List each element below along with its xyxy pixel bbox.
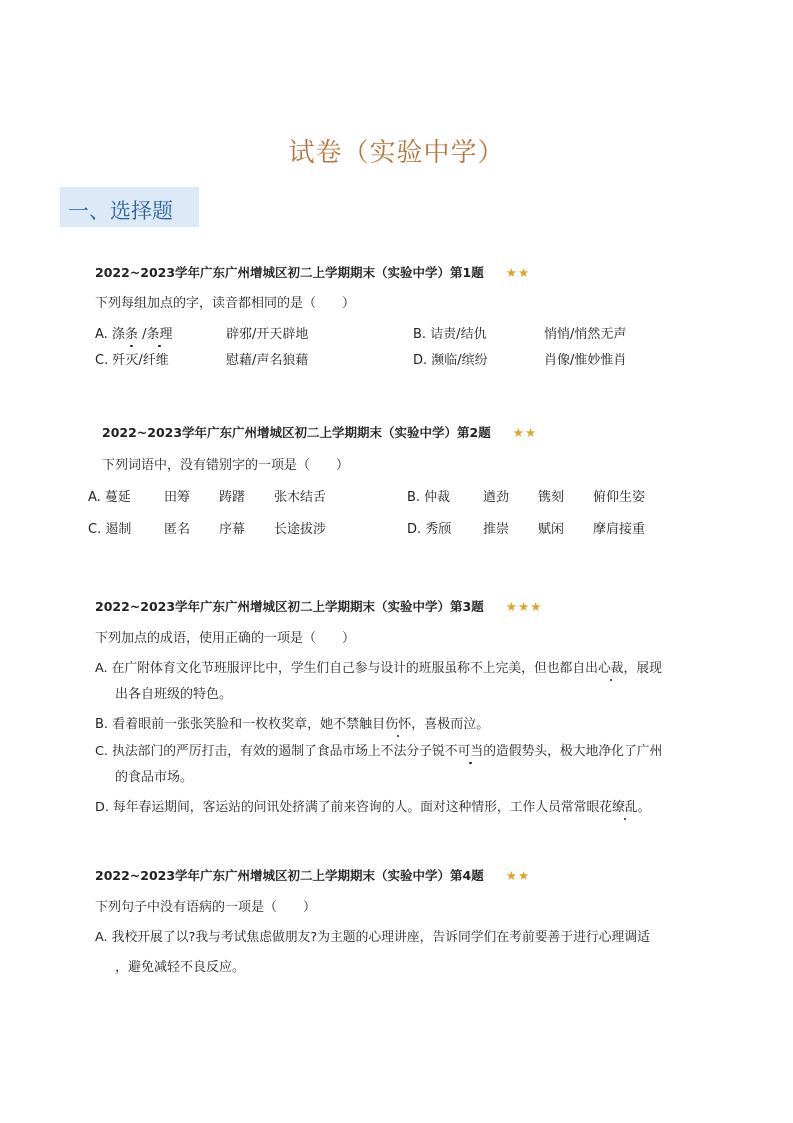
question-2-option-d-word-3: 赋闲 — [538, 522, 565, 537]
question-1-option-b-right: 悄悄/悄然无声 — [544, 327, 627, 342]
page-title: 试卷（实验中学） — [288, 138, 505, 168]
question-2-option-a-word-2: 田筹 — [164, 490, 191, 505]
question-2-header — [102, 423, 537, 441]
question-2-option-c-word-3: 序幕 — [219, 522, 246, 537]
question-2-option-d: D. 秀颀 — [407, 522, 452, 537]
question-4-option-a: A. 我校开展了以?我与考试焦虑做朋友?为主题的心理讲座，告诉同学们在考前要善于进行心理调适 — [95, 930, 650, 945]
question-2-stars: ★★ — [512, 425, 538, 440]
question-3-stars: ★★★ — [505, 599, 543, 614]
question-3-source: 2022~2023学年广东广州增城区初二上学期期末（实验中学）第3题 — [95, 599, 484, 614]
question-2-option-c-word-4: 长途拔涉 — [274, 522, 327, 537]
question-1-header — [95, 263, 530, 281]
question-1-stars: ★★ — [505, 265, 531, 280]
question-2-stem: 下列词语中，没有错别字的一项是（ ） — [102, 458, 350, 473]
question-2-option-d-word-2: 推崇 — [483, 522, 510, 537]
question-4-stem: 下列句子中没有语病的一项是（ ） — [95, 900, 317, 915]
question-2-option-a-word-4: 张木结舌 — [274, 490, 327, 505]
question-1-stem: 下列每组加点的字，读音都相同的是（ ） — [95, 296, 356, 311]
question-3-option-a-cont: 出各自班级的特色。 — [115, 687, 233, 702]
question-2-option-b-word-2: 遒劲 — [483, 490, 510, 505]
question-3-option-c-cont: 的食品市场。 — [115, 770, 194, 785]
question-3-option-b: B. 看着眼前一张张笑脸和一枚枚奖章，她不禁触目伤怀，喜极而泣。 — [95, 717, 490, 732]
section-header — [60, 187, 199, 227]
question-1-option-b-left: B. 诘责/结仇 — [413, 327, 487, 342]
question-3-header — [95, 597, 542, 615]
question-2-option-d-word-4: 摩肩接重 — [593, 522, 646, 537]
question-3-option-c: C. 执法部门的严厉打击，有效的遏制了食品市场上不法分子锐不可当的造假势头，极大地净化了广州 — [95, 744, 663, 759]
question-2-source: 2022~2023学年广东广州增城区初二上学期期末（实验中学）第2题 — [102, 425, 491, 440]
question-2-option-a-word-3: 踌躇 — [219, 490, 246, 505]
question-1-option-a-right: 辟邪/开天辟地 — [226, 327, 309, 342]
question-2-option-c: C. 遏制 — [88, 522, 132, 537]
question-1-option-c-left: C. 歼灭/纤维 — [95, 353, 169, 368]
question-3-option-d: D. 每年春运期间，客运站的问讯处挤满了前来咨询的人。面对这种情形，工作人员常常眼花缭乱。 — [95, 800, 651, 815]
question-3-option-a: A. 在广附体育文化节班服评比中，学生们自己参与设计的班服虽称不上完美，但也都自出心裁，展现 — [95, 661, 662, 676]
question-2-option-b-word-4: 俯仰生姿 — [593, 490, 646, 505]
question-1-option-d-right: 肖像/惟妙惟肖 — [544, 353, 627, 368]
question-2-option-c-word-2: 匿名 — [164, 522, 191, 537]
question-3-stem: 下列加点的成语，使用正确的一项是（ ） — [95, 631, 356, 646]
question-4-header — [95, 866, 530, 884]
question-1-option-d-left: D. 濒临/缤纷 — [413, 353, 488, 368]
question-2-option-b-word-3: 镌刻 — [538, 490, 565, 505]
question-2-option-b: B. 仲裁 — [407, 490, 451, 505]
question-1-source: 2022~2023学年广东广州增城区初二上学期期末（实验中学）第1题 — [95, 265, 484, 280]
question-1-option-a-left: A. 涤条 /条理 — [95, 327, 173, 342]
question-2-option-a: A. 蔓延 — [88, 490, 131, 505]
question-4-option-a-cont: ，避免减轻不良反应。 — [115, 960, 246, 975]
question-4-stars: ★★ — [505, 868, 531, 883]
question-1-option-c-right: 慰藉/声名狼藉 — [226, 353, 309, 368]
section-title: 一、选择题 — [68, 199, 173, 223]
question-4-source: 2022~2023学年广东广州增城区初二上学期期末（实验中学）第4题 — [95, 868, 484, 883]
